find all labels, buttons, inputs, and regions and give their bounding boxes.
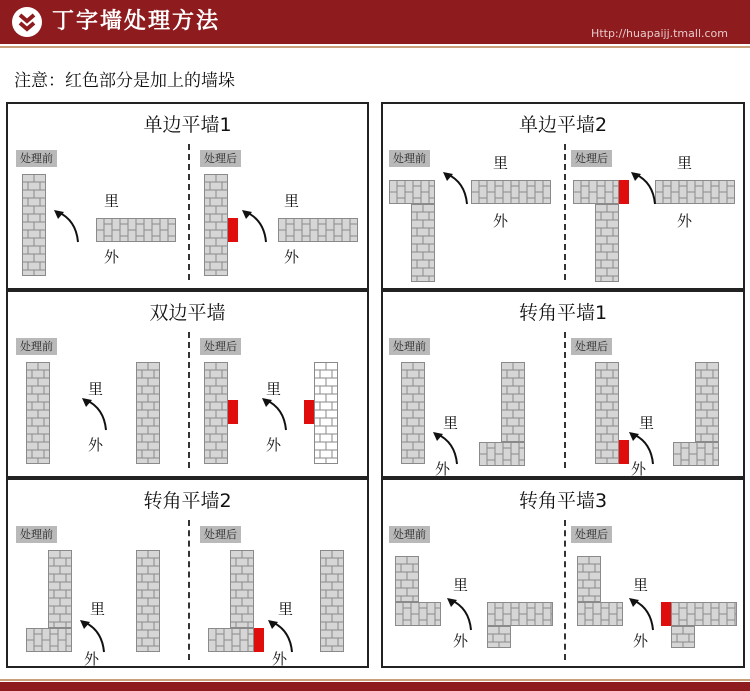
- header-bar: [0, 0, 750, 44]
- horizontal-wall: [671, 602, 737, 626]
- after-tag: 处理后: [571, 526, 612, 543]
- inside-label: 里: [266, 380, 282, 398]
- horizontal-wall: [655, 180, 735, 204]
- panel-title: 转角平墙3: [518, 490, 608, 512]
- horizontal-wall: [487, 602, 553, 626]
- vertical-wall: [401, 362, 425, 464]
- divider-line: [188, 144, 190, 280]
- vertical-wall: [136, 550, 160, 652]
- outside-label: 外: [266, 436, 282, 454]
- before-tag: 处理前: [16, 338, 57, 355]
- vertical-wall: [671, 626, 695, 648]
- outside-label: 外: [493, 212, 509, 230]
- inside-label: 里: [639, 414, 655, 432]
- panel-corner-3: [381, 478, 745, 668]
- outside-label: 外: [633, 632, 649, 650]
- inside-label: 里: [453, 576, 469, 594]
- added-pier: [619, 180, 629, 204]
- footer-divider: [0, 679, 750, 681]
- vertical-wall: [48, 550, 72, 628]
- vertical-wall: [595, 362, 619, 464]
- panel-single-side-1: [6, 102, 369, 290]
- header-divider: [0, 46, 750, 48]
- note-text: 注意：红色部分是加上的墙垛: [14, 71, 235, 91]
- vertical-wall-white: [314, 362, 338, 464]
- horizontal-wall: [96, 218, 176, 242]
- vertical-wall: [204, 362, 228, 464]
- vertical-wall: [395, 556, 419, 602]
- inside-label: 里: [88, 380, 104, 398]
- panel-single-side-2: [381, 102, 745, 290]
- curved-arrow-icon: [260, 396, 290, 432]
- footer-bar: [0, 682, 750, 691]
- panel-title: 转角平墙1: [518, 302, 608, 324]
- inside-label: 里: [493, 154, 509, 172]
- after-tag: 处理后: [571, 150, 612, 167]
- divider-line: [188, 520, 190, 660]
- panel-title: 双边平墙: [149, 302, 226, 324]
- vertical-wall: [411, 204, 435, 282]
- vertical-wall: [136, 362, 160, 464]
- before-tag: 处理前: [389, 338, 430, 355]
- curved-arrow-icon: [78, 618, 108, 654]
- vertical-wall: [595, 204, 619, 282]
- after-tag: 处理后: [200, 338, 241, 355]
- page-title: 丁字墙处理方法: [52, 9, 221, 34]
- curved-arrow-icon: [52, 208, 82, 244]
- added-pier: [228, 218, 238, 242]
- added-pier: [228, 400, 238, 424]
- outside-label: 外: [435, 460, 451, 478]
- curved-arrow-icon: [445, 596, 475, 632]
- panel-double-side: [6, 290, 369, 478]
- outside-label: 外: [631, 460, 647, 478]
- outside-label: 外: [88, 436, 104, 454]
- inside-label: 里: [443, 414, 459, 432]
- vertical-wall: [22, 174, 46, 276]
- outside-label: 外: [284, 248, 300, 266]
- vertical-wall: [577, 556, 601, 602]
- panel-title: 转角平墙2: [143, 490, 232, 512]
- divider-line: [564, 520, 566, 660]
- horizontal-wall: [26, 628, 72, 652]
- after-tag: 处理后: [200, 526, 241, 543]
- inside-label: 里: [284, 192, 300, 210]
- vertical-wall: [487, 626, 511, 648]
- outside-label: 外: [104, 248, 120, 266]
- horizontal-wall: [395, 602, 441, 626]
- vertical-wall: [204, 174, 228, 276]
- horizontal-wall: [479, 442, 525, 466]
- outside-label: 外: [677, 212, 693, 230]
- before-tag: 处理前: [389, 150, 430, 167]
- curved-arrow-icon: [80, 396, 110, 432]
- panel-corner-1: [381, 290, 745, 478]
- vertical-wall: [320, 550, 344, 652]
- added-pier: [304, 400, 314, 424]
- curved-arrow-icon: [441, 170, 471, 206]
- vertical-wall: [230, 550, 254, 628]
- horizontal-wall: [673, 442, 719, 466]
- vertical-wall: [695, 362, 719, 442]
- divider-line: [564, 332, 566, 468]
- curved-arrow-icon: [627, 596, 657, 632]
- curved-arrow-icon: [629, 170, 659, 206]
- curved-arrow-icon: [431, 430, 461, 466]
- shop-url: Http://huapaijj.tmall.com: [591, 27, 728, 40]
- inside-label: 里: [90, 600, 106, 618]
- horizontal-wall: [389, 180, 435, 204]
- horizontal-wall: [573, 180, 619, 204]
- inside-label: 里: [104, 192, 120, 210]
- divider-line: [188, 332, 190, 468]
- horizontal-wall: [278, 218, 358, 242]
- curved-arrow-icon: [240, 208, 270, 244]
- horizontal-wall: [577, 602, 623, 626]
- curved-arrow-icon: [627, 430, 657, 466]
- double-chevron-down-icon: [12, 7, 42, 37]
- outside-label: 外: [272, 650, 288, 668]
- outside-label: 外: [84, 650, 100, 668]
- panel-corner-2: [6, 478, 369, 668]
- panel-title: 单边平墙2: [518, 114, 608, 136]
- after-tag: 处理后: [200, 150, 241, 167]
- before-tag: 处理前: [16, 526, 57, 543]
- after-tag: 处理后: [571, 338, 612, 355]
- vertical-wall: [26, 362, 50, 464]
- before-tag: 处理前: [16, 150, 57, 167]
- horizontal-wall: [208, 628, 254, 652]
- before-tag: 处理前: [389, 526, 430, 543]
- inside-label: 里: [633, 576, 649, 594]
- horizontal-wall: [471, 180, 551, 204]
- added-pier: [661, 602, 671, 626]
- panel-title: 单边平墙1: [143, 114, 232, 136]
- added-pier: [254, 628, 264, 652]
- inside-label: 里: [278, 600, 294, 618]
- vertical-wall: [501, 362, 525, 442]
- inside-label: 里: [677, 154, 693, 172]
- outside-label: 外: [453, 632, 469, 650]
- divider-line: [564, 144, 566, 280]
- curved-arrow-icon: [266, 618, 296, 654]
